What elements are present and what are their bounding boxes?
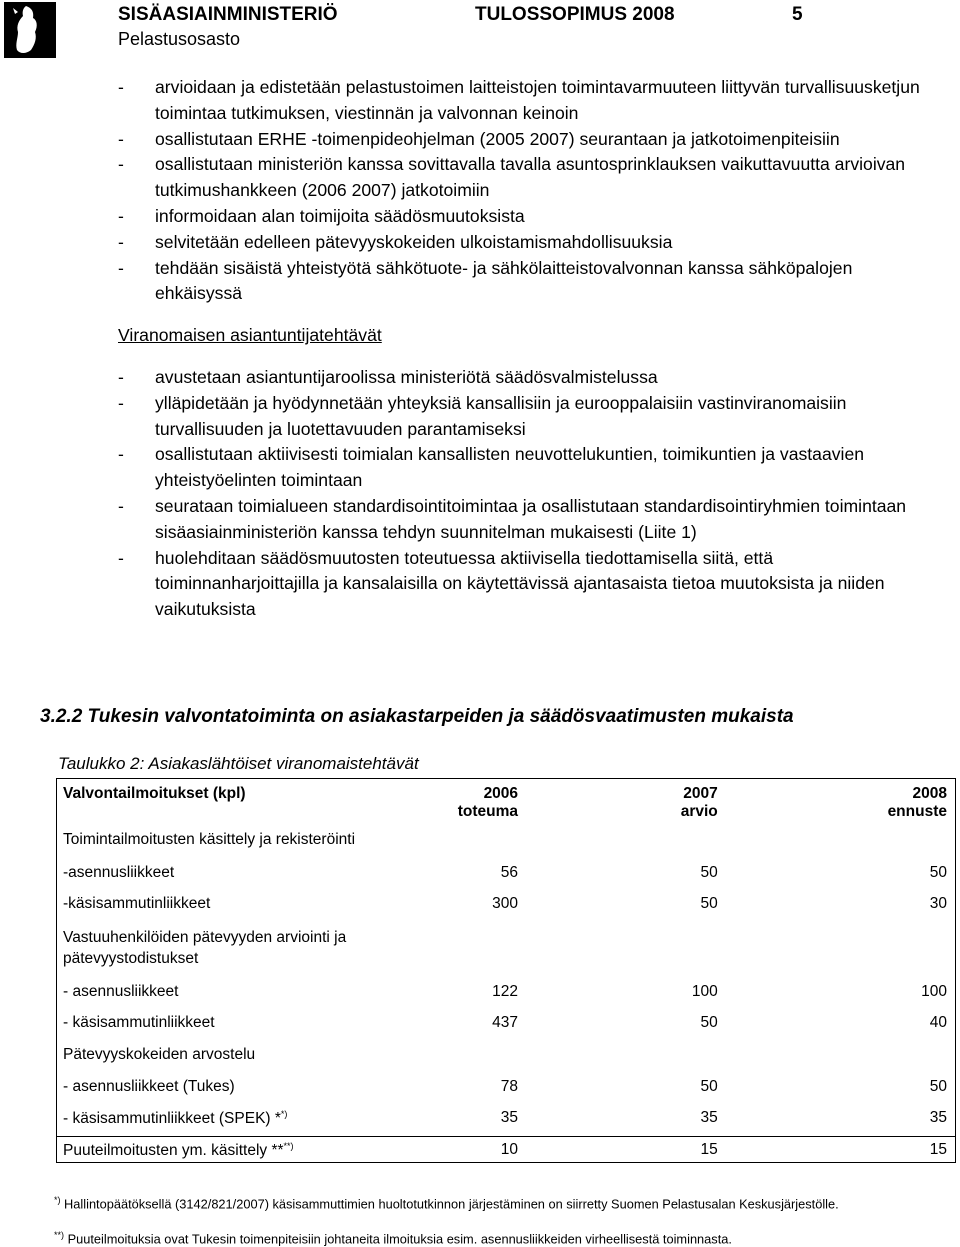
list-item: - osallistutaan aktiivisesti toimialan kansallisten neuvottelukuntien, toimikuntien ja vastaavien yhteistyöelinten toimintaan (118, 444, 865, 491)
department-name: Pelastusosasto (118, 29, 241, 49)
document-title: TULOSSOPIMUS 2008 (475, 4, 675, 25)
table-group-row (57, 829, 956, 850)
list-item: - huolehditaan säädösmuutosten toteutuessa aktiivisella tiedottamisella siitä, että toiminnanharjoittajilla ja kansalaisilla on käytettävissä ajantasaista tietoa muutoksista ja niiden vaikutuksista (118, 547, 885, 620)
list-item: - osallistutaan ERHE -toimenpideohjelman (2005 2007) seurantaan ja jatkotoimenpiteisiin (118, 128, 840, 149)
col-header: 2007 arvio (680, 785, 718, 820)
subheading: Viranomaisen asiantuntijatehtävät (118, 325, 382, 346)
table-row: - asennusliikkeet (Tukes) 78 50 50 (63, 1078, 947, 1095)
table-group-label: Vastuuhenkilöiden pätevyyden arviointi ja pätevyystodistukset (63, 929, 347, 967)
table-row: - asennusliikkeet 122 100 100 (63, 983, 947, 1000)
col-header: 2006 toteuma (457, 785, 519, 820)
supervision-table (56, 778, 956, 1163)
footnote: **) Puuteilmoituksia ovat Tukesin toimenpiteisiin johtaneita ilmoituksia esim. asennusliikkeiden virheellisestä toiminnasta. (54, 1230, 732, 1247)
table-header-label: Valvontailmoitukset (kpl) (63, 785, 246, 802)
list-item: - seurataan toimialueen standardisointitoimintaa ja osallistutaan standardisointiryhmien toimintaan sisäasiainministeriön kanssa tehdyn suunnitelman mukaisesti (Liite 1) (118, 495, 907, 542)
ministry-name: SISÄASIAINMINISTERIÖ (118, 4, 338, 25)
table-header-row (57, 779, 956, 822)
page-number: 5 (792, 4, 803, 25)
table-group-label: Pätevyyskokeiden arvostelu (63, 1046, 256, 1063)
table-row: -käsisammutinliikkeet 300 50 30 (63, 895, 947, 912)
table-row: - käsisammutinliikkeet (SPEK) **) 35 35 35 (63, 1109, 947, 1128)
col-header: 2008 ennuste (887, 785, 947, 820)
footnote: *) Hallintopäätöksellä (3142/821/2007) käsisammuttimien huoltotutkinnon järjestäminen on siirretty Suomen Pelastusalan Keskusjärjestölle. (54, 1195, 839, 1212)
list-item: - informoidaan alan toimijoita säädösmuutoksista (118, 205, 525, 226)
footnote-marker: **) (283, 1141, 294, 1152)
table-row: Puuteilmoitusten ym. käsittely ****) 10 15 15 (63, 1141, 947, 1160)
list-item: - ylläpidetään ja hyödynnetään yhteyksiä kansallisiin ja eurooppalaisiin vastinviranomaisiin turvallisuuden ja luotettavuuden parantamiseksi (118, 392, 847, 439)
section-heading: 3.2.2 Tukesin valvontatoiminta on asiakastarpeiden ja säädösvaatimusten mukaista (40, 706, 794, 727)
body-text (118, 75, 938, 623)
table-group-row (57, 927, 956, 969)
footnote-marker: *) (280, 1109, 288, 1119)
table-caption: Taulukko 2: Asiakaslähtöiset viranomaistehtävät (58, 754, 419, 773)
list-item: - selvitetään edelleen pätevyyskokeiden ulkoistamismahdollisuuksia (118, 231, 673, 252)
list-item: - osallistutaan ministeriön kanssa sovittavalla tavalla asuntosprinklauksen vaikuttavuutta arvioivan tutkimushankkeen (2006 2007) jatkotoimiin (118, 154, 906, 201)
finland-map-logo-icon (4, 2, 56, 58)
list-item: - arvioidaan ja edistetään pelastustoimen laitteistojen toimintavarmuuteen liittyvän turvallisuusketjun toimintaa tutkimuksen, viestinnän ja valvonnan keinoin (118, 77, 920, 123)
table-row: -asennusliikkeet 56 50 50 (63, 864, 947, 881)
list-item: - avustetaan asiantuntijaroolissa ministeriötä säädösvalmistelussa (118, 366, 658, 387)
table-group-row (57, 1046, 956, 1064)
table-group-label: Toimintailmoitusten käsittely ja rekisteröinti (63, 831, 356, 848)
table-row: - käsisammutinliikkeet 437 50 40 (63, 1014, 947, 1031)
list-item: - tehdään sisäistä yhteistyötä sähkötuote- ja sähkölaitteistovalvonnan kanssa sähköpalojen ehkäisyssä (118, 257, 853, 304)
